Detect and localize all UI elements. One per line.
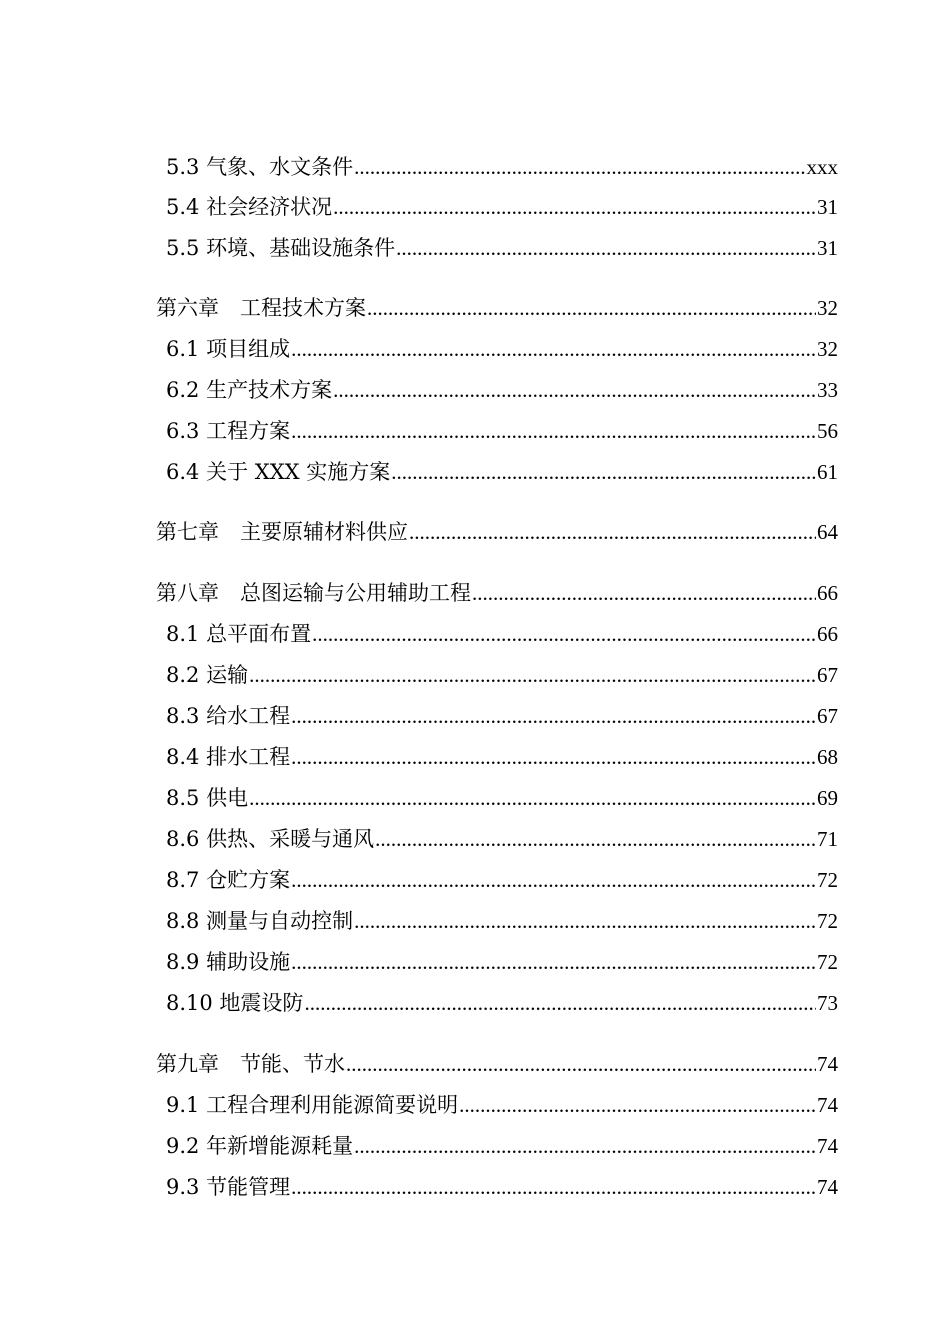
toc-dot-leader bbox=[291, 863, 816, 897]
toc-page-number: 74 bbox=[817, 1093, 838, 1117]
toc-page-number: xxx bbox=[806, 155, 838, 179]
toc-entry-title: 6.3 工程方案 bbox=[166, 419, 291, 443]
toc-entry-title: 9.2 年新增能源耗量 bbox=[166, 1134, 354, 1158]
toc-section-entry[interactable] bbox=[156, 1170, 838, 1204]
toc-entry-title: 6.4 关于 XXX 实施方案 bbox=[166, 460, 391, 484]
toc-dot-leader bbox=[354, 150, 805, 184]
toc-section-entry[interactable] bbox=[156, 863, 838, 897]
toc-section-entry[interactable] bbox=[156, 455, 838, 489]
toc-section-entry[interactable] bbox=[156, 945, 838, 979]
toc-dot-leader bbox=[375, 822, 816, 856]
toc-dot-leader bbox=[459, 1088, 816, 1122]
toc-dot-leader bbox=[291, 332, 816, 366]
toc-page-number: 66 bbox=[817, 622, 838, 646]
toc-page-number: 68 bbox=[817, 745, 838, 769]
toc-page-number: 32 bbox=[817, 296, 838, 320]
toc-page-number: 32 bbox=[817, 337, 838, 361]
toc-section-entry[interactable] bbox=[156, 231, 838, 265]
toc-section-entry[interactable] bbox=[156, 822, 838, 856]
toc-dot-leader bbox=[291, 740, 816, 774]
toc-page-number: 72 bbox=[817, 909, 838, 933]
toc-entry-title: 8.1 总平面布置 bbox=[166, 622, 312, 646]
toc-chapter-entry[interactable] bbox=[156, 1047, 838, 1081]
toc-dot-leader bbox=[409, 515, 816, 549]
toc-dot-leader bbox=[472, 576, 816, 610]
toc-entry-title: 5.5 环境、基础设施条件 bbox=[166, 236, 396, 260]
toc-entry-title: 第六章 工程技术方案 bbox=[156, 296, 366, 320]
toc-section-entry[interactable] bbox=[156, 658, 838, 692]
toc-entry-title: 8.6 供热、采暖与通风 bbox=[166, 827, 375, 851]
toc-page-number: 33 bbox=[817, 378, 838, 402]
toc-section-entry[interactable] bbox=[156, 699, 838, 733]
toc-dot-leader bbox=[367, 291, 816, 325]
toc-dot-leader bbox=[312, 617, 816, 651]
toc-dot-leader bbox=[354, 904, 816, 938]
toc-entry-title: 第八章 总图运输与公用辅助工程 bbox=[156, 581, 471, 605]
toc-page-number: 67 bbox=[817, 704, 838, 728]
toc-dot-leader bbox=[333, 373, 816, 407]
toc-section-entry[interactable] bbox=[156, 332, 838, 366]
toc-page-number: 69 bbox=[817, 786, 838, 810]
toc-entry-title: 6.1 项目组成 bbox=[166, 337, 291, 361]
toc-dot-leader bbox=[291, 414, 816, 448]
toc-section-entry[interactable] bbox=[156, 781, 838, 815]
toc-dot-leader bbox=[304, 986, 816, 1020]
toc-page-number: 74 bbox=[817, 1175, 838, 1199]
toc-entry-title: 9.1 工程合理利用能源简要说明 bbox=[166, 1093, 459, 1117]
toc-section-entry[interactable] bbox=[156, 373, 838, 407]
toc-page-number: 74 bbox=[817, 1134, 838, 1158]
toc-entry-title: 5.3 气象、水文条件 bbox=[166, 155, 354, 179]
toc-page-number: 56 bbox=[817, 419, 838, 443]
toc-section-entry[interactable] bbox=[156, 150, 838, 184]
toc-page-number: 61 bbox=[817, 460, 838, 484]
toc-dot-leader bbox=[249, 781, 816, 815]
toc-chapter-entry[interactable] bbox=[156, 291, 838, 325]
toc-entry-title: 第七章 主要原辅材料供应 bbox=[156, 520, 408, 544]
toc-section-entry[interactable] bbox=[156, 740, 838, 774]
toc-entry-title: 8.8 测量与自动控制 bbox=[166, 909, 354, 933]
toc-dot-leader bbox=[333, 190, 816, 224]
toc-chapter-entry[interactable] bbox=[156, 576, 838, 610]
toc-chapter-entry[interactable] bbox=[156, 515, 838, 549]
toc-dot-leader bbox=[249, 658, 816, 692]
toc-entry-title: 8.2 运输 bbox=[166, 663, 249, 687]
toc-entry-title: 8.3 给水工程 bbox=[166, 704, 291, 728]
toc-dot-leader bbox=[291, 945, 816, 979]
toc-page-number: 74 bbox=[817, 1052, 838, 1076]
toc-section-entry[interactable] bbox=[156, 190, 838, 224]
toc-section-entry[interactable] bbox=[156, 414, 838, 448]
toc-entry-title: 5.4 社会经济状况 bbox=[166, 195, 333, 219]
toc-page-number: 31 bbox=[817, 236, 838, 260]
toc-entry-title: 8.7 仓贮方案 bbox=[166, 868, 291, 892]
toc-dot-leader bbox=[291, 699, 816, 733]
toc-entry-title: 8.9 辅助设施 bbox=[166, 950, 291, 974]
toc-dot-leader bbox=[391, 455, 816, 489]
toc-dot-leader bbox=[396, 231, 816, 265]
toc-entry-title: 8.4 排水工程 bbox=[166, 745, 291, 769]
toc-page-number: 72 bbox=[817, 950, 838, 974]
toc-section-entry[interactable] bbox=[156, 1088, 838, 1122]
toc-page-number: 67 bbox=[817, 663, 838, 687]
toc-entry-title: 6.2 生产技术方案 bbox=[166, 378, 333, 402]
toc-page-number: 73 bbox=[817, 991, 838, 1015]
toc-dot-leader bbox=[354, 1129, 816, 1163]
toc-page-number: 64 bbox=[817, 520, 838, 544]
toc-entry-title: 第九章 节能、节水 bbox=[156, 1052, 345, 1076]
toc-page-number: 71 bbox=[817, 827, 838, 851]
toc-dot-leader bbox=[346, 1047, 816, 1081]
toc-section-entry[interactable] bbox=[156, 1129, 838, 1163]
toc-entry-title: 9.3 节能管理 bbox=[166, 1175, 291, 1199]
toc-section-entry[interactable] bbox=[156, 904, 838, 938]
toc-entry-title: 8.5 供电 bbox=[166, 786, 249, 810]
toc-page-number: 72 bbox=[817, 868, 838, 892]
toc-page-number: 66 bbox=[817, 581, 838, 605]
toc-page-number: 31 bbox=[817, 195, 838, 219]
toc-section-entry[interactable] bbox=[156, 986, 838, 1020]
toc-entry-title: 8.10 地震设防 bbox=[166, 991, 304, 1015]
toc-dot-leader bbox=[291, 1170, 816, 1204]
toc-section-entry[interactable] bbox=[156, 617, 838, 651]
